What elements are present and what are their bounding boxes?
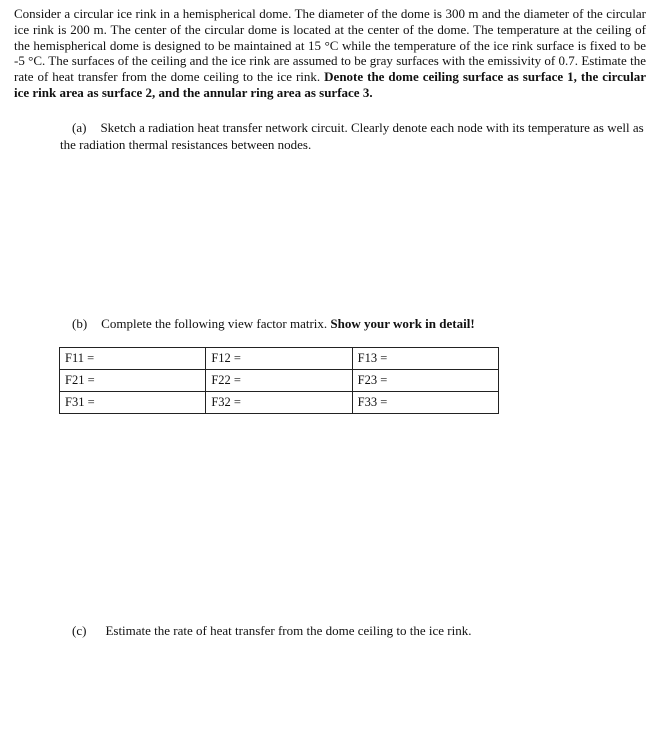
table-row: [60, 348, 499, 370]
cell-f22: F22 =: [206, 370, 352, 392]
table-row: [60, 392, 499, 414]
cell-f32: F32 =: [206, 392, 352, 414]
cell-f21: F21 =: [60, 370, 206, 392]
cell-f13: F13 =: [352, 348, 498, 370]
cell-f31: F31 =: [60, 392, 206, 414]
part-b-text: Complete the following view factor matrix.: [101, 316, 331, 331]
part-c-text: Estimate the rate of heat transfer from the dome ceiling to the ice rink.: [105, 623, 472, 638]
cell-f33: F33 =: [352, 392, 498, 414]
part-a-letter: (a): [72, 120, 87, 135]
part-b-letter: (b): [72, 316, 88, 331]
part-b-emphasis: Show your work in detail!: [330, 316, 475, 331]
table-row: [60, 370, 499, 392]
view-factor-matrix: [59, 347, 499, 414]
part-b: [72, 316, 475, 332]
part-c-letter: (c): [72, 623, 87, 638]
cell-f23: F23 =: [352, 370, 498, 392]
part-a: [60, 119, 646, 153]
problem-surface-definitions: Denote the dome ceiling surface as surface 1, the circular ice rink area as surface 2, and the annular ring area as surface 3.: [14, 69, 647, 100]
cell-f11: F11 =: [60, 348, 206, 370]
part-a-text: Sketch a radiation heat transfer network circuit. Clearly denote each node with its temperature as well as the radiation thermal resistances between nodes.: [60, 120, 644, 152]
problem-statement: [14, 6, 646, 101]
problem-intro-text: Consider a circular ice rink in a hemispherical dome. The diameter of the dome is 300 m and the diameter of the circular ice rink is 200 m. The center of the circular dome is located at the center of the dome. The temperature at the ceiling of the hemispherical dome is designed to be maintained at 15 °C while the temperature of the ice rink surface is fixed to be -5 °C. The surfaces of the ceiling and the ice rink are assumed to be gray surfaces with the emissivity of 0.7. Estimate the rate of heat transfer from the dome ceiling to the ice rink.: [14, 6, 646, 85]
cell-f12: F12 =: [206, 348, 352, 370]
part-c: [72, 623, 471, 639]
